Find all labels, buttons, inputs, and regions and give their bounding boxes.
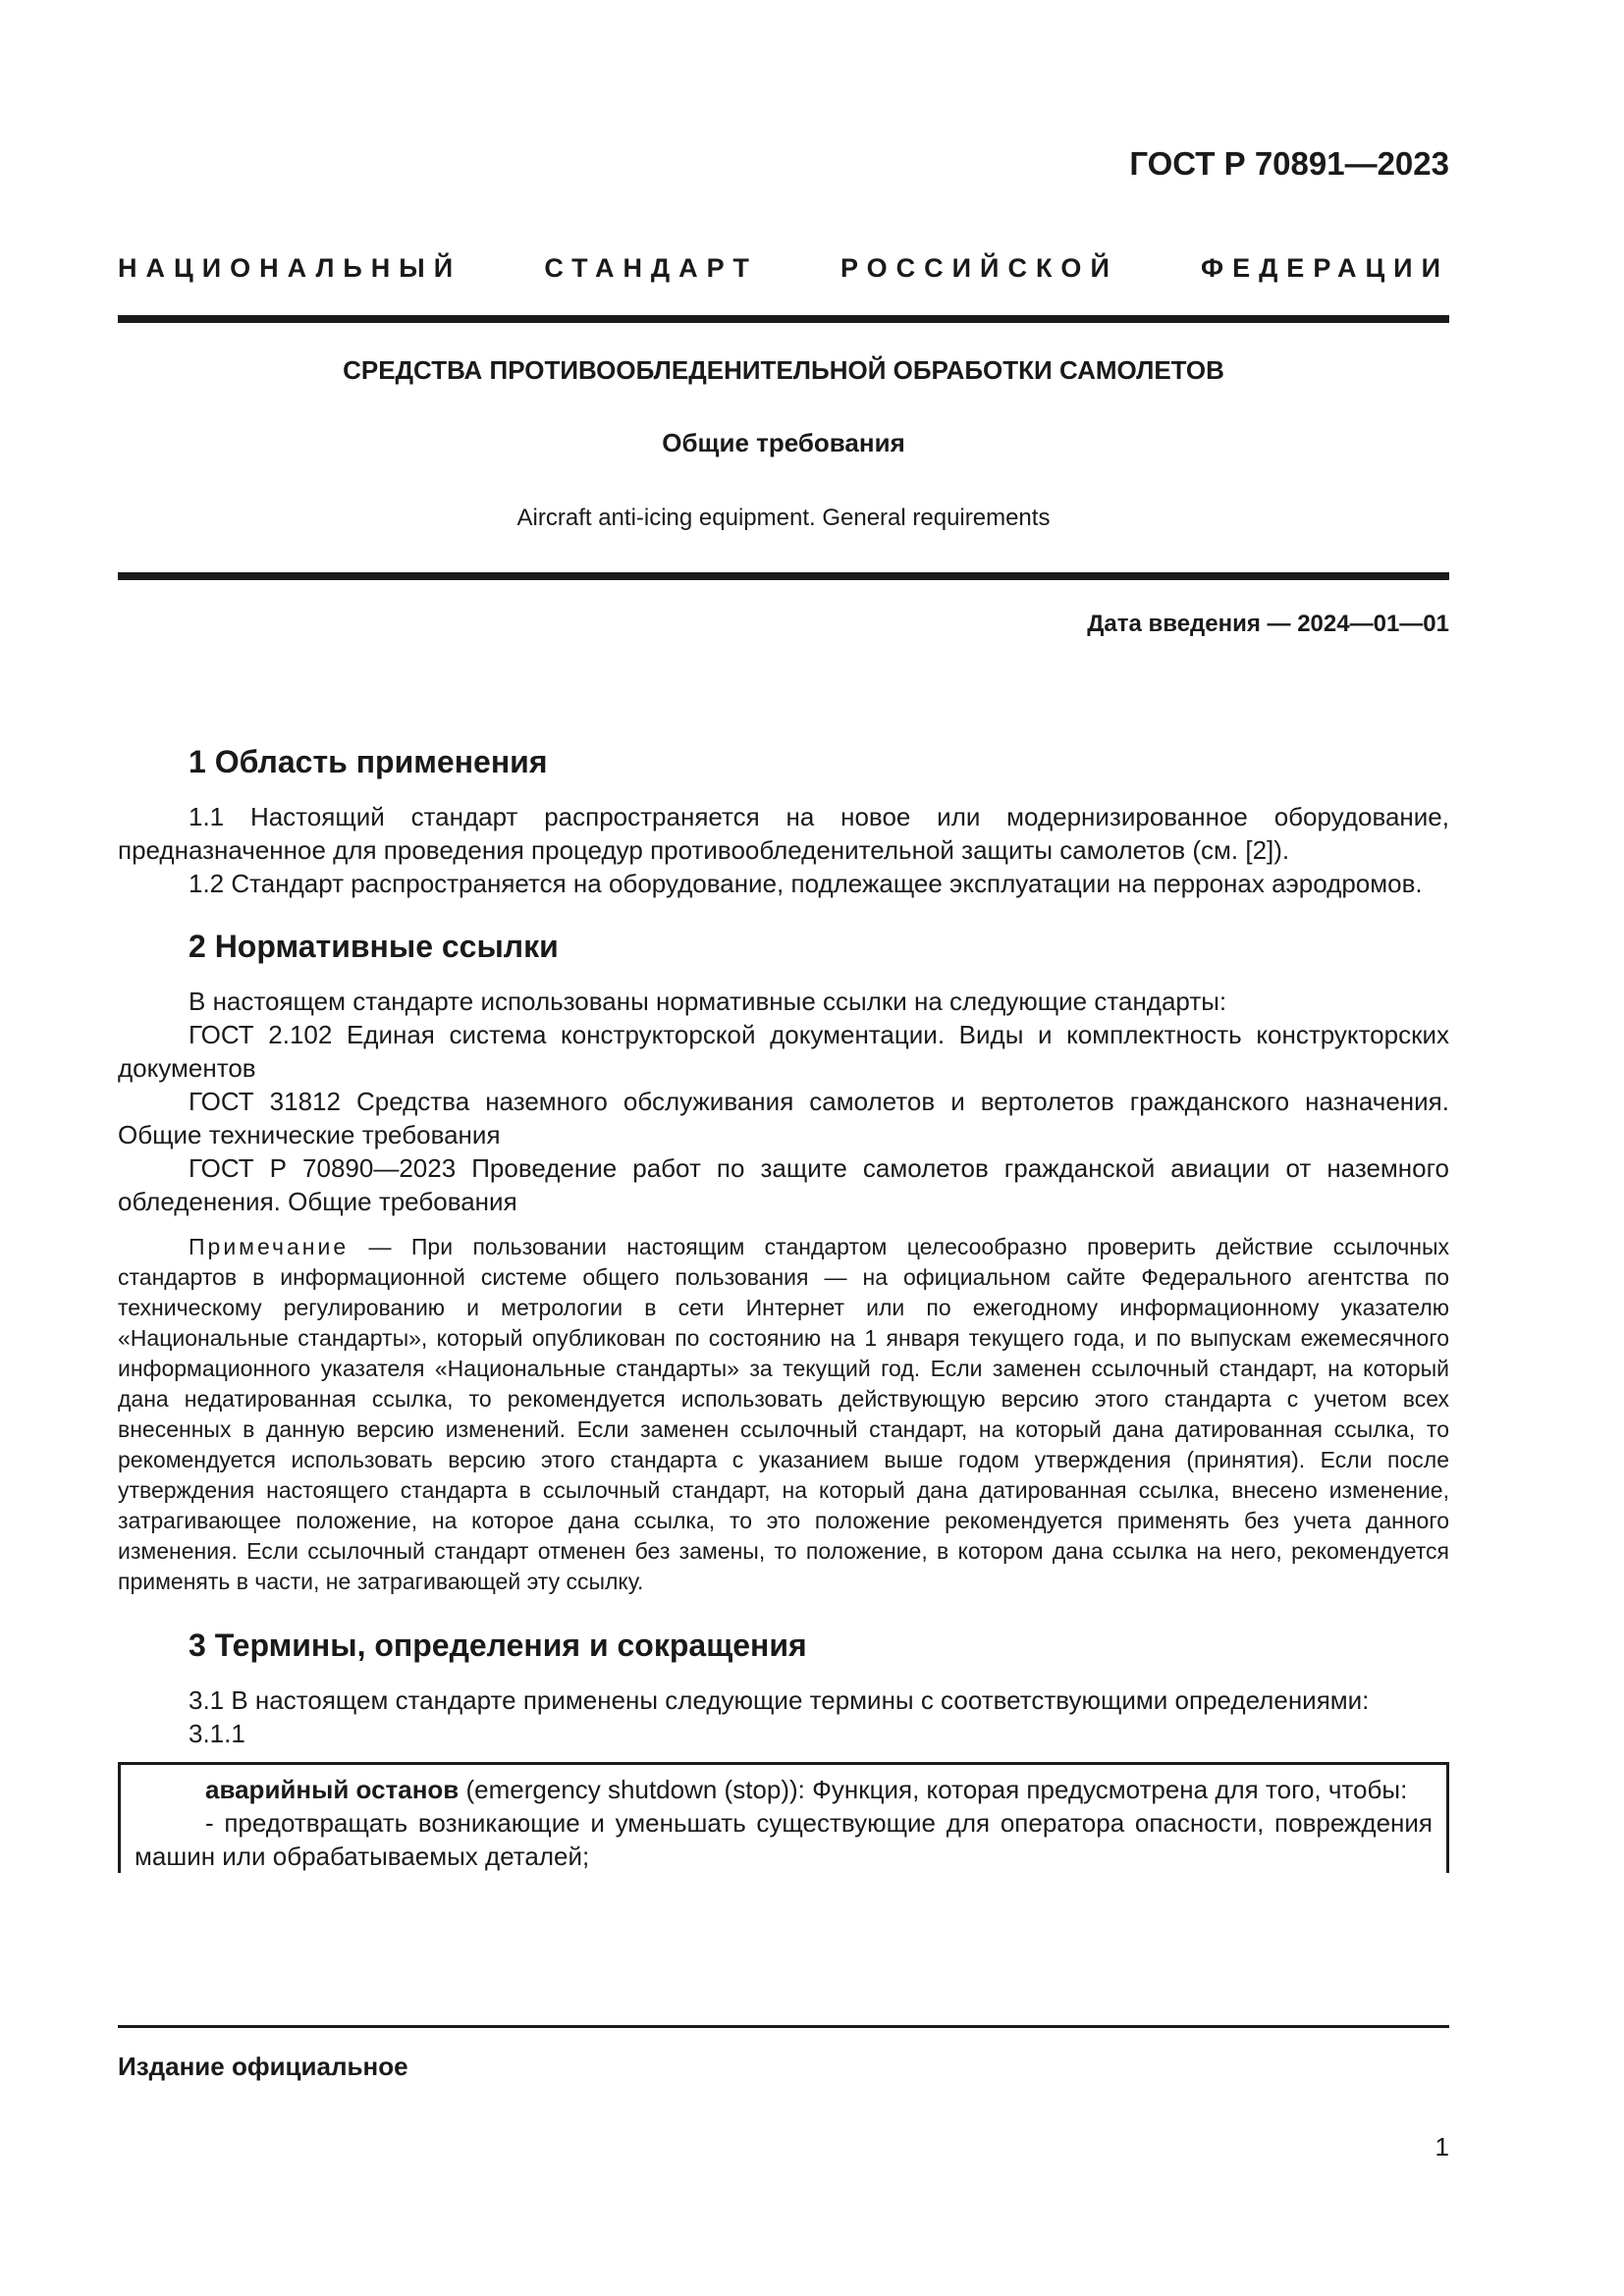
note-text: — При пользовании настоящим стандартом целесообразно проверить действие ссылочных стандартов в информационной системе общего пользования — на официальном сайте Федерального агентства по техническому регулированию и метрологии в сети Интернет или по ежегодному информационному указателю «Национальные стандарты», который опубликован по состоянию на 1 января текущего года, и по выпускам ежемесячного информационного указателя «Национальные стандарты» за текущий год. Если заменен ссылочный стандарт, на который дана недатированная ссылка, то рекомендуется использовать действующую версию этого стандарта с учетом всех внесенных в данную версию изменений. Если заменен ссылочный стандарт, на который дана датированная ссылка, то рекомендуется использовать версию этого стандарта с указанием выше годом утверждения (принятия). Если после утверждения настоящего стандарта в ссылочный стандарт, на который дана датированная ссылка, внесено изменение, затрагивающее положение, на которое дана ссылка, то это положение рекомендуется применять без учета данного изменения. Если ссылочный стандарт отменен без замены, то положение, в котором дана ссылка на него, рекомендуется применять в части, не затрагивающей эту ссылку. bbox=[118, 1234, 1449, 1594]
references-intro: В настоящем стандарте использованы нормативные ссылки на следующие стандарты: bbox=[189, 987, 1227, 1016]
paragraph-1-1: 1.1 Настоящий стандарт распространяется на новое или модернизированное оборудование, предназначенное для проведения процедур противообледенительной защиты самолетов (см. [2]). bbox=[118, 802, 1449, 865]
term-bullet: - предотвращать возникающие и уменьшать существующие для оператора опасности, повреждения машин или обрабатываемых деталей; bbox=[135, 1808, 1433, 1871]
section-2-heading: 2 Нормативные ссылки bbox=[189, 929, 559, 964]
section-3-heading: 3 Термины, определения и сокращения bbox=[189, 1628, 807, 1663]
document-title: СРЕДСТВА ПРОТИВООБЛЕДЕНИТЕЛЬНОЙ ОБРАБОТКИ САМОЛЕТОВ bbox=[343, 355, 1224, 385]
national-standard-banner: НАЦИОНАЛЬНЫЙ СТАНДАРТ РОССИЙСКОЙ ФЕДЕРАЦИИ bbox=[118, 253, 1449, 283]
title-bottom-rule bbox=[118, 572, 1449, 580]
reference-item: ГОСТ Р 70890—2023 Проведение работ по защите самолетов гражданской авиации от наземного обледенения. Общие требования bbox=[118, 1153, 1449, 1216]
standard-number: ГОСТ Р 70891—2023 bbox=[1129, 145, 1449, 182]
term-name: аварийный останов bbox=[205, 1775, 460, 1804]
document-body bbox=[118, 741, 1449, 1873]
paragraph-3-1: 3.1 В настоящем стандарте применены следующие термины с соответствующими определениями: bbox=[189, 1685, 1370, 1715]
section-terms bbox=[118, 1625, 1449, 1873]
term-definition bbox=[135, 1773, 1433, 1806]
footer-rule bbox=[118, 2025, 1449, 2028]
page-number: 1 bbox=[1435, 2132, 1449, 2162]
top-rule bbox=[118, 315, 1449, 323]
official-edition-label: Издание официальное bbox=[118, 2052, 408, 2081]
section-normative-references bbox=[118, 926, 1449, 1597]
reference-item: ГОСТ 2.102 Единая система конструкторской документации. Виды и комплектность конструкторских документов bbox=[118, 1020, 1449, 1083]
document-subtitle: Общие требования bbox=[662, 428, 905, 457]
reference-item: ГОСТ 31812 Средства наземного обслуживания самолетов и вертолетов гражданского назначения. Общие технические требования bbox=[118, 1087, 1449, 1149]
section-scope bbox=[118, 741, 1449, 900]
note-label: Примечание bbox=[189, 1234, 350, 1259]
english-title: Aircraft anti-icing equipment. General requirements bbox=[516, 505, 1051, 531]
paragraph-1-2: 1.2 Стандарт распространяется на оборудование, подлежащее эксплуатации на перронах аэродромов. bbox=[189, 869, 1423, 898]
paragraph-3-1-1: 3.1.1 bbox=[189, 1719, 245, 1748]
section-1-heading: 1 Область применения bbox=[189, 744, 548, 779]
term-definition-box bbox=[118, 1762, 1449, 1873]
term-definition-text: (emergency shutdown (stop)): Функция, которая предусмотрена для того, чтобы: bbox=[459, 1775, 1408, 1804]
introduction-date: Дата введения — 2024—01—01 bbox=[1087, 611, 1449, 637]
note-paragraph bbox=[118, 1232, 1449, 1597]
